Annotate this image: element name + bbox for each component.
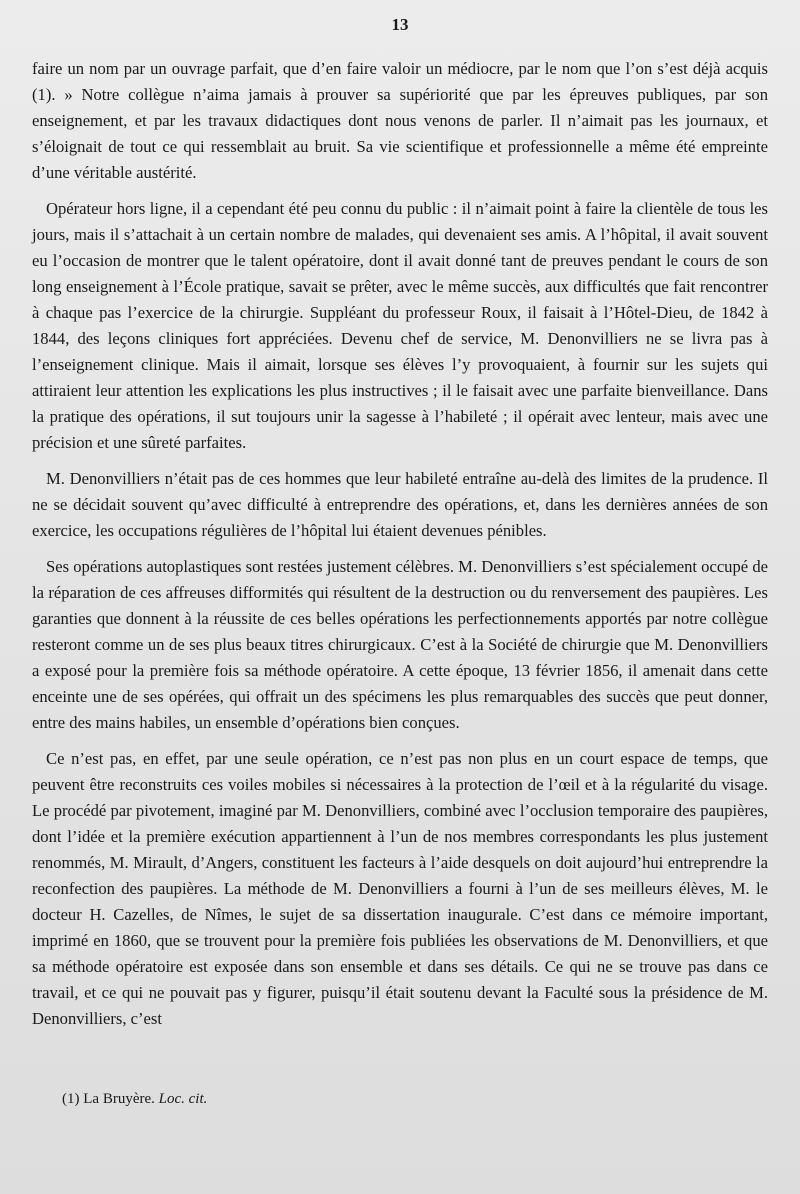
paragraph-2: Opérateur hors ligne, il a cependant été peu connu du public : il n’aimait point à faire la clientèle de tous les jours, mais il s’attachait à un certain nombre de malades, qui devenaient ses amis. A l’hôpital, il avait souvent eu l’occasion de montrer que le talent opératoire, dont il avait donné tant de preuves pendant le cours de son long enseignement à l’École pratique, savait se prêter, avec le même succès, aux difficultés que fait rencontrer à chaque pas l’exercice de la chirurgie. Suppléant du professeur Roux, il faisait à l’Hôtel-Dieu, de 1842 à 1844, des leçons cliniques fort appréciées. Devenu chef de service, M. Denonvilliers ne se livra pas à l’enseignement clinique. Mais il aimait, lorsque ses élèves l’y provoquaient, à fournir sur les sujets qui attiraient leur attention les explications les plus instructives ; il le faisait avec une parfaite bienveillance. Dans la pratique des opérations, il sut toujours unir la sagesse à l’habileté ; il opérait avec lenteur, mais avec une précision et une sûreté parfaites.	[32, 199, 768, 452]
paragraph-3: M. Denonvilliers n’était pas de ces hommes que leur habileté entraîne au-delà des limites de la prudence. Il ne se décidait souvent qu’avec difficulté à entreprendre des opérations, et, dans les dernières années de son exercice, les occupations régulières de l’hôpital lui étaient devenues pénibles.	[32, 469, 768, 540]
footnote	[62, 1088, 207, 1110]
paragraph-4: Ses opérations autoplastiques sont restées justement célèbres. M. Denonvilliers s’est spécialement occupé de la réparation de ces affreuses difformités qui résultent de la destruction ou du renversement des paupières. Les garanties que donnent à la réussite de ces belles opérations les perfectionnements apportés par notre collègue resteront comme un de ses plus beaux titres chirurgicaux. C’est à la Société de chirurgie que M. Denonvilliers a exposé pour la première fois sa méthode opératoire. A cette époque, 13 février 1856, il amenait dans cette enceinte une de ses opérées, qui offrait un des spécimens les plus remarquables des succès que peut donner, entre des mains habiles, un ensemble d’opérations bien conçues.	[32, 557, 768, 732]
footnote-citation: Loc. cit.	[158, 1091, 208, 1107]
footnote-author: La Bruyère.	[83, 1091, 155, 1107]
body-text	[32, 56, 768, 1032]
page-number: 13	[391, 15, 409, 34]
paragraph-5: Ce n’est pas, en effet, par une seule opération, ce n’est pas non plus en un court espace de temps, que peuvent être reconstruits ces voiles mobiles si nécessaires à la protection de l’œil et à la régularité du visage. Le procédé par pivotement, imaginé par M. Denonvilliers, combiné avec l’occlusion temporaire des paupières, dont l’idée et la première exécution appartiennent à l’un de nos membres correspondants les plus justement renommés, M. Mirault, d’Angers, constituent les facteurs à l’aide desquels on doit aujourd’hui entreprendre la reconfection des paupières. La méthode de M. Denonvilliers a fourni à l’un de ses meilleurs élèves, M. le docteur H. Cazelles, de Nîmes, le sujet de sa dissertation inaugurale. C’est dans ce mémoire important, imprimé en 1860, que se trouvent pour la première fois publiées les observations de M. Denonvilliers, et que sa méthode opératoire est exposée dans son ensemble et dans ses détails. Ce qui ne se trouve pas dans ce travail, et ce qui ne pouvait pas y figurer, puisqu’il était soutenu devant la Faculté sous la présidence de M. Denonvilliers, c’est	[32, 749, 768, 1028]
paragraph-1: faire un nom par un ouvrage parfait, que d’en faire valoir un médiocre, par le nom que l’on s’est déjà acquis (1). » Notre collègue n’aima jamais à prouver sa supériorité que par les épreuves publiques, par son enseignement, et par les travaux didactiques dont nous venons de parler. Il n’aimait pas les journaux, et s’éloignait de tout ce qui ressemblait au bruit. Sa vie scientifique et professionnelle a même été empreinte d’une véritable austérité.	[32, 59, 768, 182]
footnote-marker: (1)	[62, 1091, 80, 1107]
